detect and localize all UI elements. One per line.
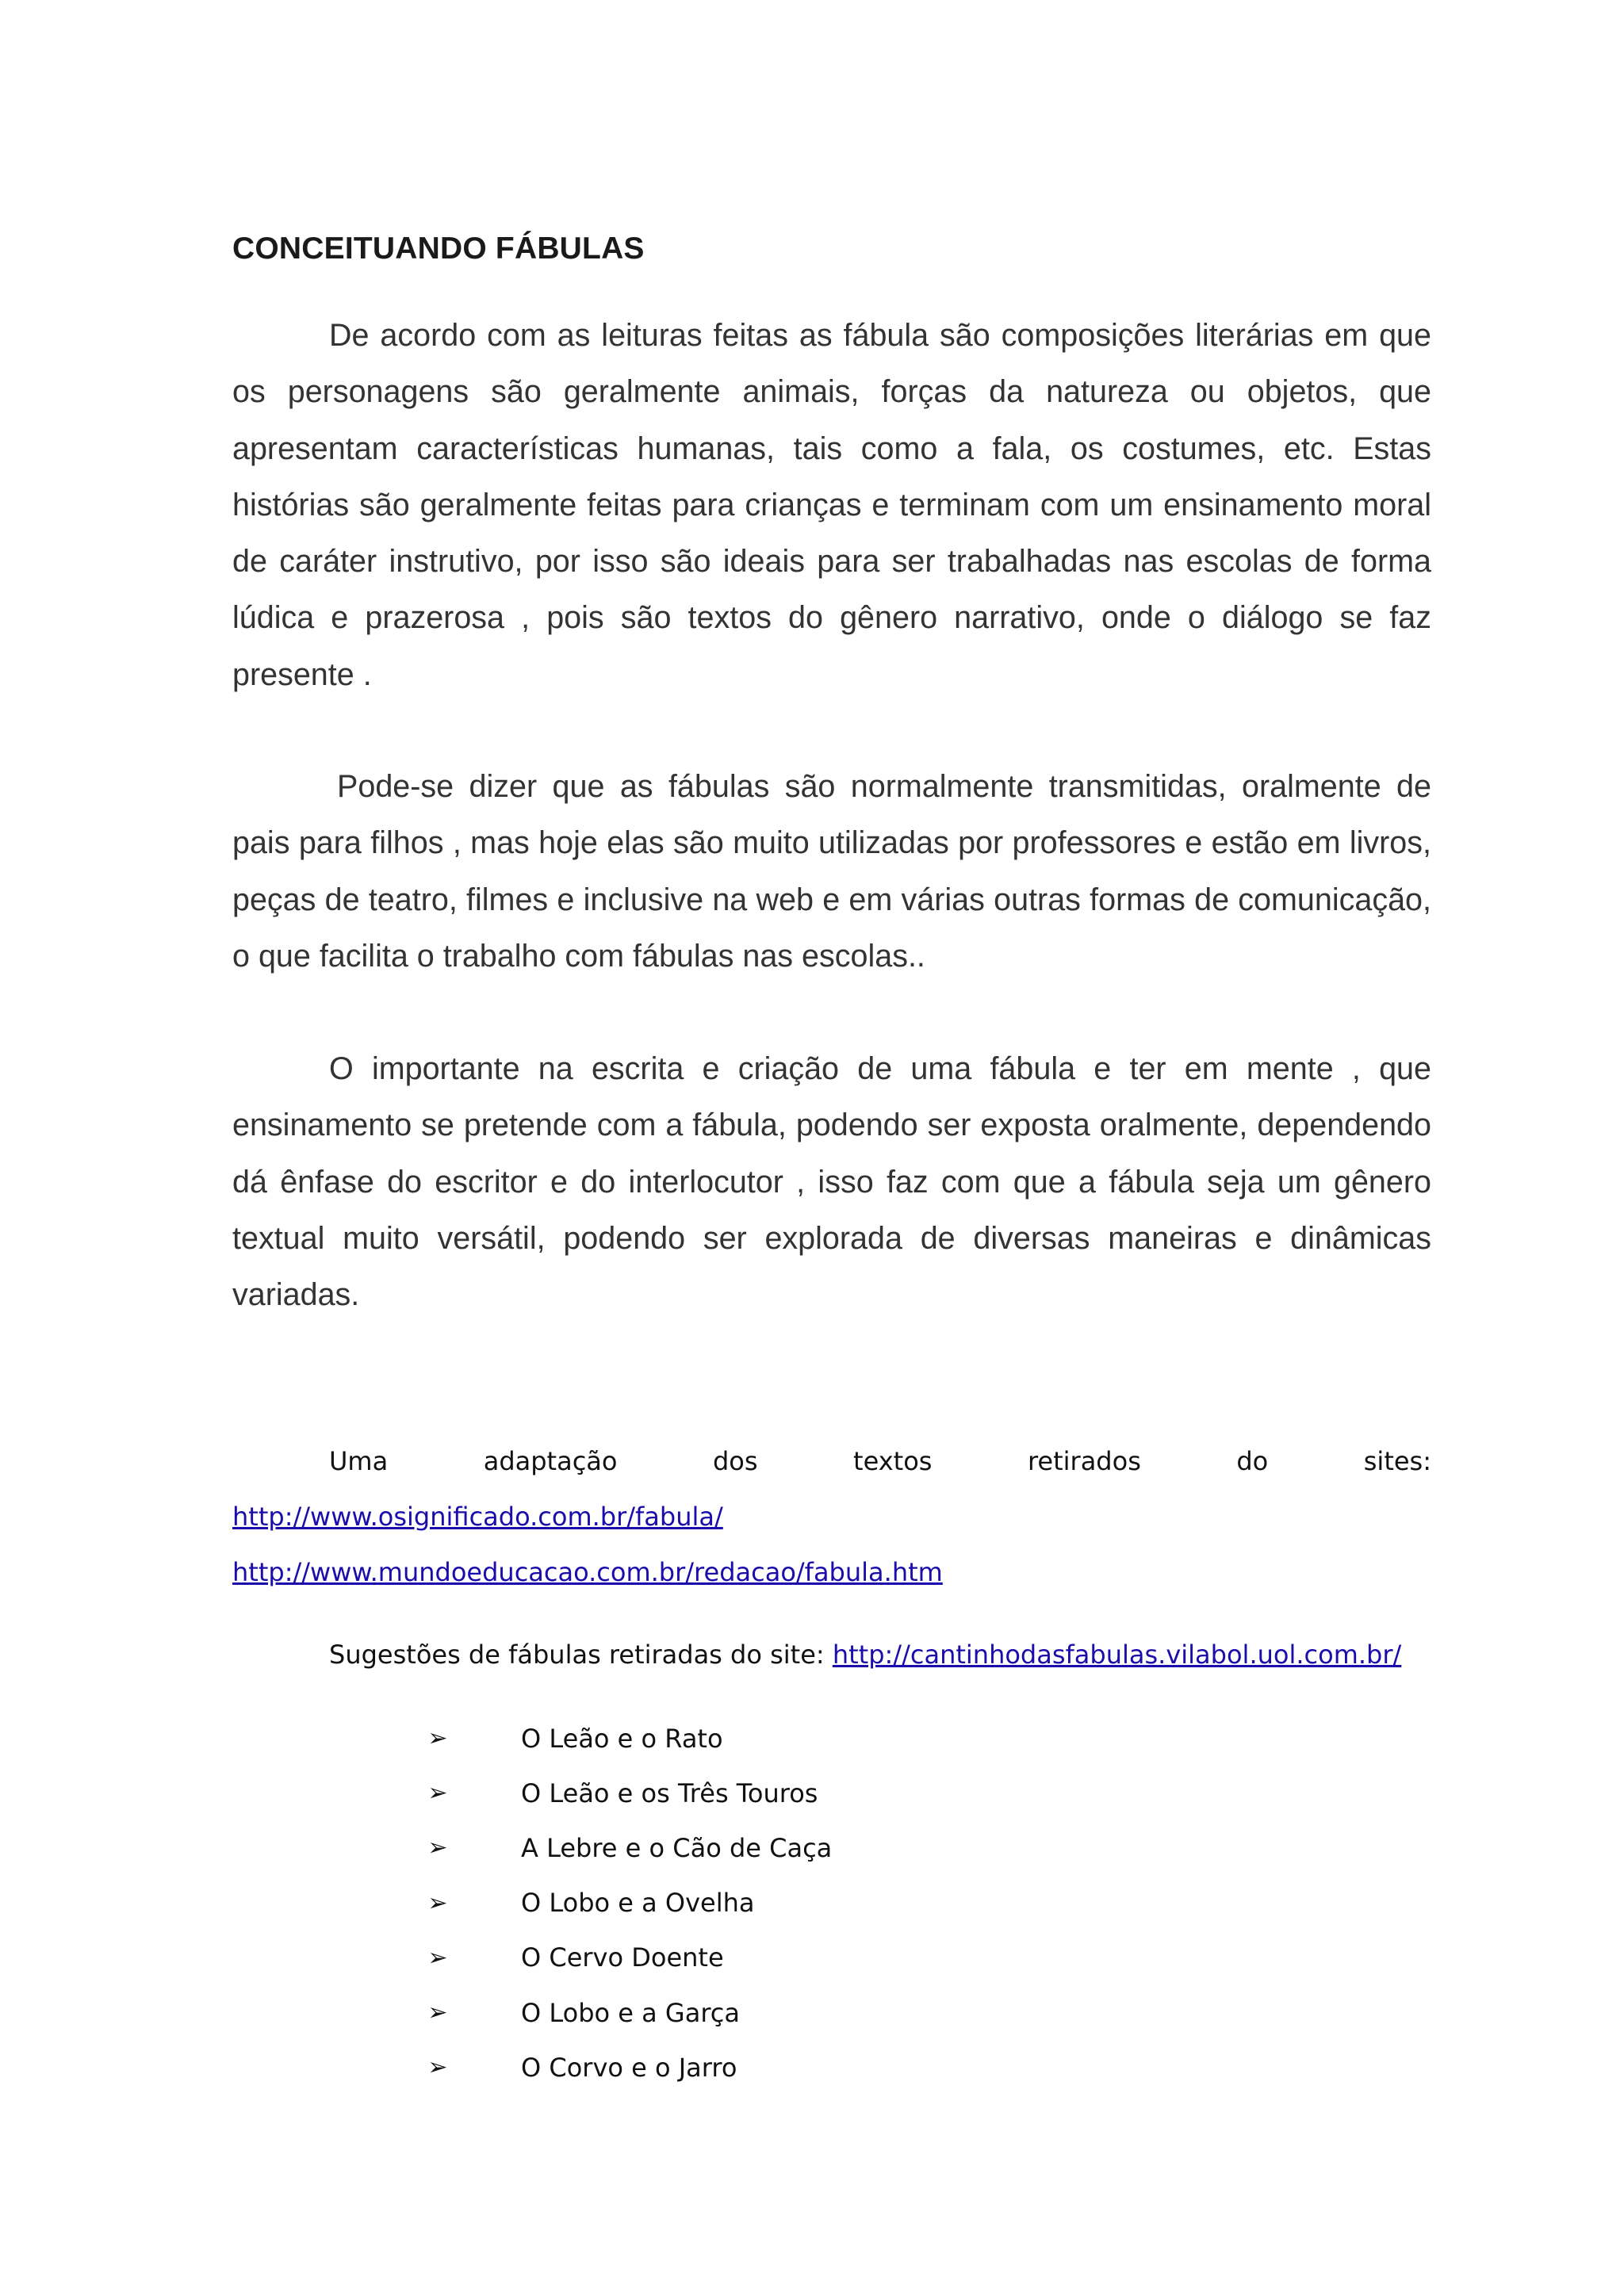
suggestions-text: Sugestões de fábulas retiradas do site: (329, 1640, 833, 1670)
page-title: CONCEITUANDO FÁBULAS (232, 232, 645, 266)
source-link-osignificado[interactable]: http://www.osignificado.com.br/fabula/ (232, 1502, 723, 1532)
list-item (426, 1711, 832, 1766)
fable-title: O Cervo Doente (521, 1942, 724, 1973)
suggestions-note (329, 1627, 1401, 1682)
fable-title: O Lobo e a Garça (521, 1997, 740, 2028)
fable-title: O Lobo e a Ovelha (521, 1888, 755, 1919)
paragraph-2: Pode-se dizer que as fábulas são normalmente transmitidas, oralmente de pais para filhos , mas hoje elas são muito utilizadas por professores e estão em livros, peças de teatro, filmes e inclusive na web e em várias outras formas de comunicação, o que facilita o trabalho com fábulas nas escolas.. (232, 769, 1431, 974)
fable-title: A Lebre e o Cão de Caça (521, 1832, 833, 1863)
list-item (426, 1876, 832, 1931)
list-item (426, 1820, 832, 1875)
fable-title: O Leão e os Três Touros (521, 1777, 818, 1808)
list-item (426, 1985, 832, 2040)
source-link-mundoeducacao[interactable]: http://www.mundoeducacao.com.br/redacao/fabula.htm (232, 1557, 943, 1587)
arrow-bullet-icon: ➢ (427, 1779, 448, 1808)
fable-title: O Corvo e o Jarro (521, 2052, 737, 2083)
source-text: Uma adaptação dos textos retirados do sites: (329, 1446, 1431, 1476)
arrow-bullet-icon: ➢ (427, 2053, 448, 2082)
paragraph-1: De acordo com as leituras feitas as fábula são composições literárias em que os personagens são geralmente animais, forças da natureza ou objetos, que apresentam características humanas, tais como a fala, os costumes, etc. Estas histórias são geralmente feitas para crianças e terminam com um ensinamento moral de caráter instrutivo, por isso são ideais para ser trabalhadas nas escolas de forma lúdica e prazerosa , pois são textos do gênero narrativo, onde o diálogo se faz presente . (232, 318, 1431, 692)
fable-title: O Leão e o Rato (521, 1723, 723, 1754)
list-item (426, 2040, 832, 2095)
fable-list (426, 1711, 832, 2095)
arrow-bullet-icon: ➢ (427, 1724, 448, 1753)
arrow-bullet-icon: ➢ (427, 1999, 448, 2027)
list-item (426, 1931, 832, 1985)
arrow-bullet-icon: ➢ (427, 1888, 448, 1917)
paragraph-3: O importante na escrita e criação de uma fábula e ter em mente , que ensinamento se pretende com a fábula, podendo ser exposta oralmente, dependendo dá ênfase do escritor e do interlocutor , isso faz com que a fábula seja um gênero textual muito versátil, podendo ser explorada de diversas maneiras e dinâmicas variadas. (232, 1051, 1431, 1313)
list-item (426, 1766, 832, 1820)
arrow-bullet-icon: ➢ (427, 1943, 448, 1972)
suggestions-link[interactable]: http://cantinhodasfabulas.vilabol.uol.com.br/ (832, 1640, 1402, 1670)
arrow-bullet-icon: ➢ (427, 1834, 448, 1862)
source-note (232, 1433, 1431, 1600)
